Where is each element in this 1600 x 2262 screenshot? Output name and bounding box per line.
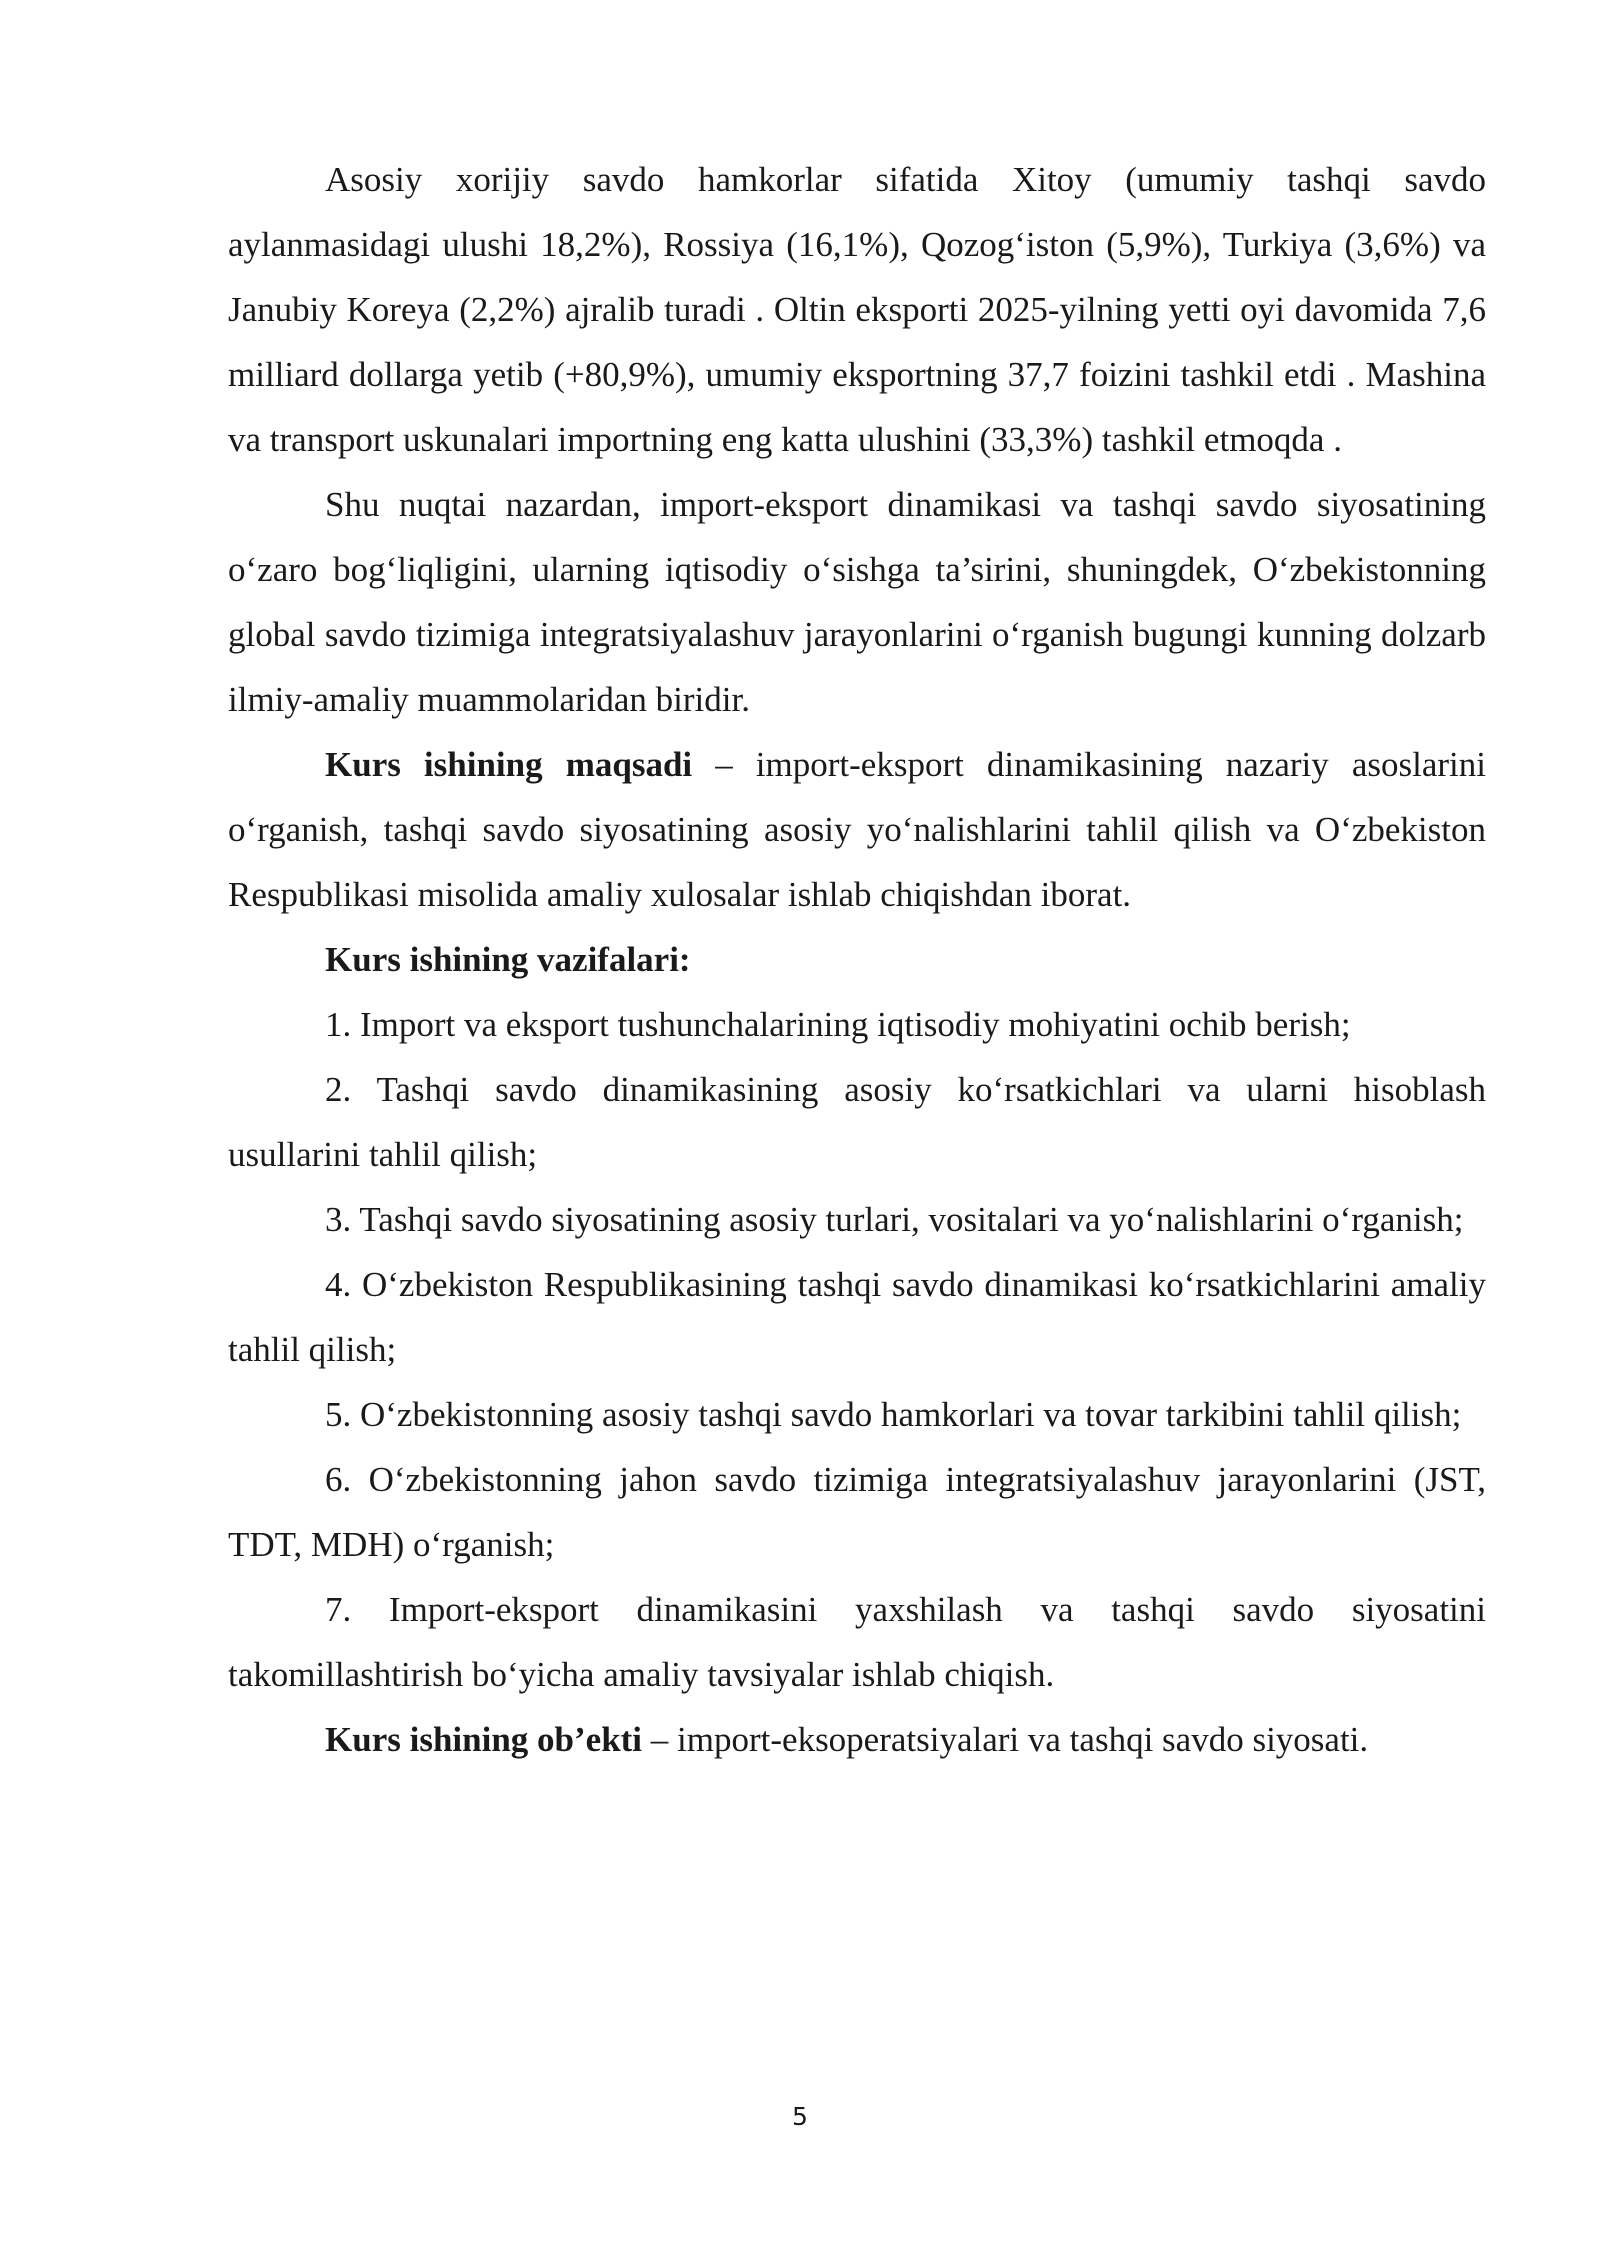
task-item-6: 6. O‘zbekistonning jahon savdo tizimiga integratsiyalashuv jarayonlarini (JST, TDT, MDH) o‘rganish; bbox=[228, 1460, 1486, 1564]
tasks-heading: Kurs ishining vazifalari: bbox=[325, 940, 691, 979]
object-text: – import-eksoperatsiyalari va tashqi savdo siyosati. bbox=[642, 1720, 1369, 1759]
paragraph-goal bbox=[228, 732, 1486, 927]
page-number: 5 bbox=[792, 2102, 808, 2131]
task-item-7: 7. Import-eksport dinamikasini yaxshilash va tashqi savdo siyosatini takomillashtirish bo‘yicha amaliy tavsiyalar ishlab chiqish. bbox=[228, 1590, 1486, 1694]
task-item-3: 3. Tashqi savdo siyosatining asosiy turlari, vositalari va yo‘nalishlarini o‘rganish; bbox=[325, 1200, 1464, 1239]
goal-label: Kurs ishining maqsadi bbox=[325, 745, 693, 784]
task-item-5: 5. O‘zbekistonning asosiy tashqi savdo hamkorlari va tovar tarkibini tahlil qilish; bbox=[325, 1395, 1462, 1434]
paragraph-trade-partners: Asosiy xorijiy savdo hamkorlar sifatida Xitoy (umumiy tashqi savdo aylanmasidagi ulushi 18,2%), Rossiya (16,1%), Qozog‘iston (5,9%), Turkiya (3,6%) va Janubiy Koreya (2,2%) ajralib turadi . Oltin eksporti 2025-yilning yetti oyi davomida 7,6 milliard dollarga yetib (+80,9%), umumiy eksportning 37,7 foizini tashkil etdi . Mashina va transport uskunalari importning eng katta ulushini (33,3%) tashkil etmoqda . bbox=[228, 160, 1486, 459]
goal-text: – import-eksport dinamikasining nazariy asoslarini o‘rganish, tashqi savdo siyosatining asosiy yo‘nalishlarini tahlil qilish va O‘zbekiston Respublikasi misolida amaliy xulosalar ishlab chiqishdan iborat. bbox=[228, 745, 1487, 914]
paragraph-relevance: Shu nuqtai nazardan, import-eksport dinamikasi va tashqi savdo siyosatining o‘zaro bog‘liqligini, ularning iqtisodiy o‘sishga ta’sirini, shuningdek, O‘zbekistonning global savdo tizimiga integratsiyalashuv jarayonlarini o‘rganish bugungi kunning dolzarb ilmiy-amaliy muammolaridan biridir. bbox=[228, 485, 1486, 719]
task-item-4: 4. O‘zbekiston Respublikasining tashqi savdo dinamikasi ko‘rsatkichlarini amaliy tahlil qilish; bbox=[228, 1265, 1486, 1369]
object-label: Kurs ishining ob’ekti bbox=[325, 1720, 643, 1759]
paragraph-object bbox=[228, 1707, 1486, 1772]
document-body bbox=[228, 147, 1486, 1772]
task-item-1: 1. Import va eksport tushunchalarining iqtisodiy mohiyatini ochib berish; bbox=[325, 1005, 1351, 1044]
task-item-2: 2. Tashqi savdo dinamikasining asosiy ko‘rsatkichlari va ularni hisoblash usullarini tahlil qilish; bbox=[228, 1070, 1486, 1174]
